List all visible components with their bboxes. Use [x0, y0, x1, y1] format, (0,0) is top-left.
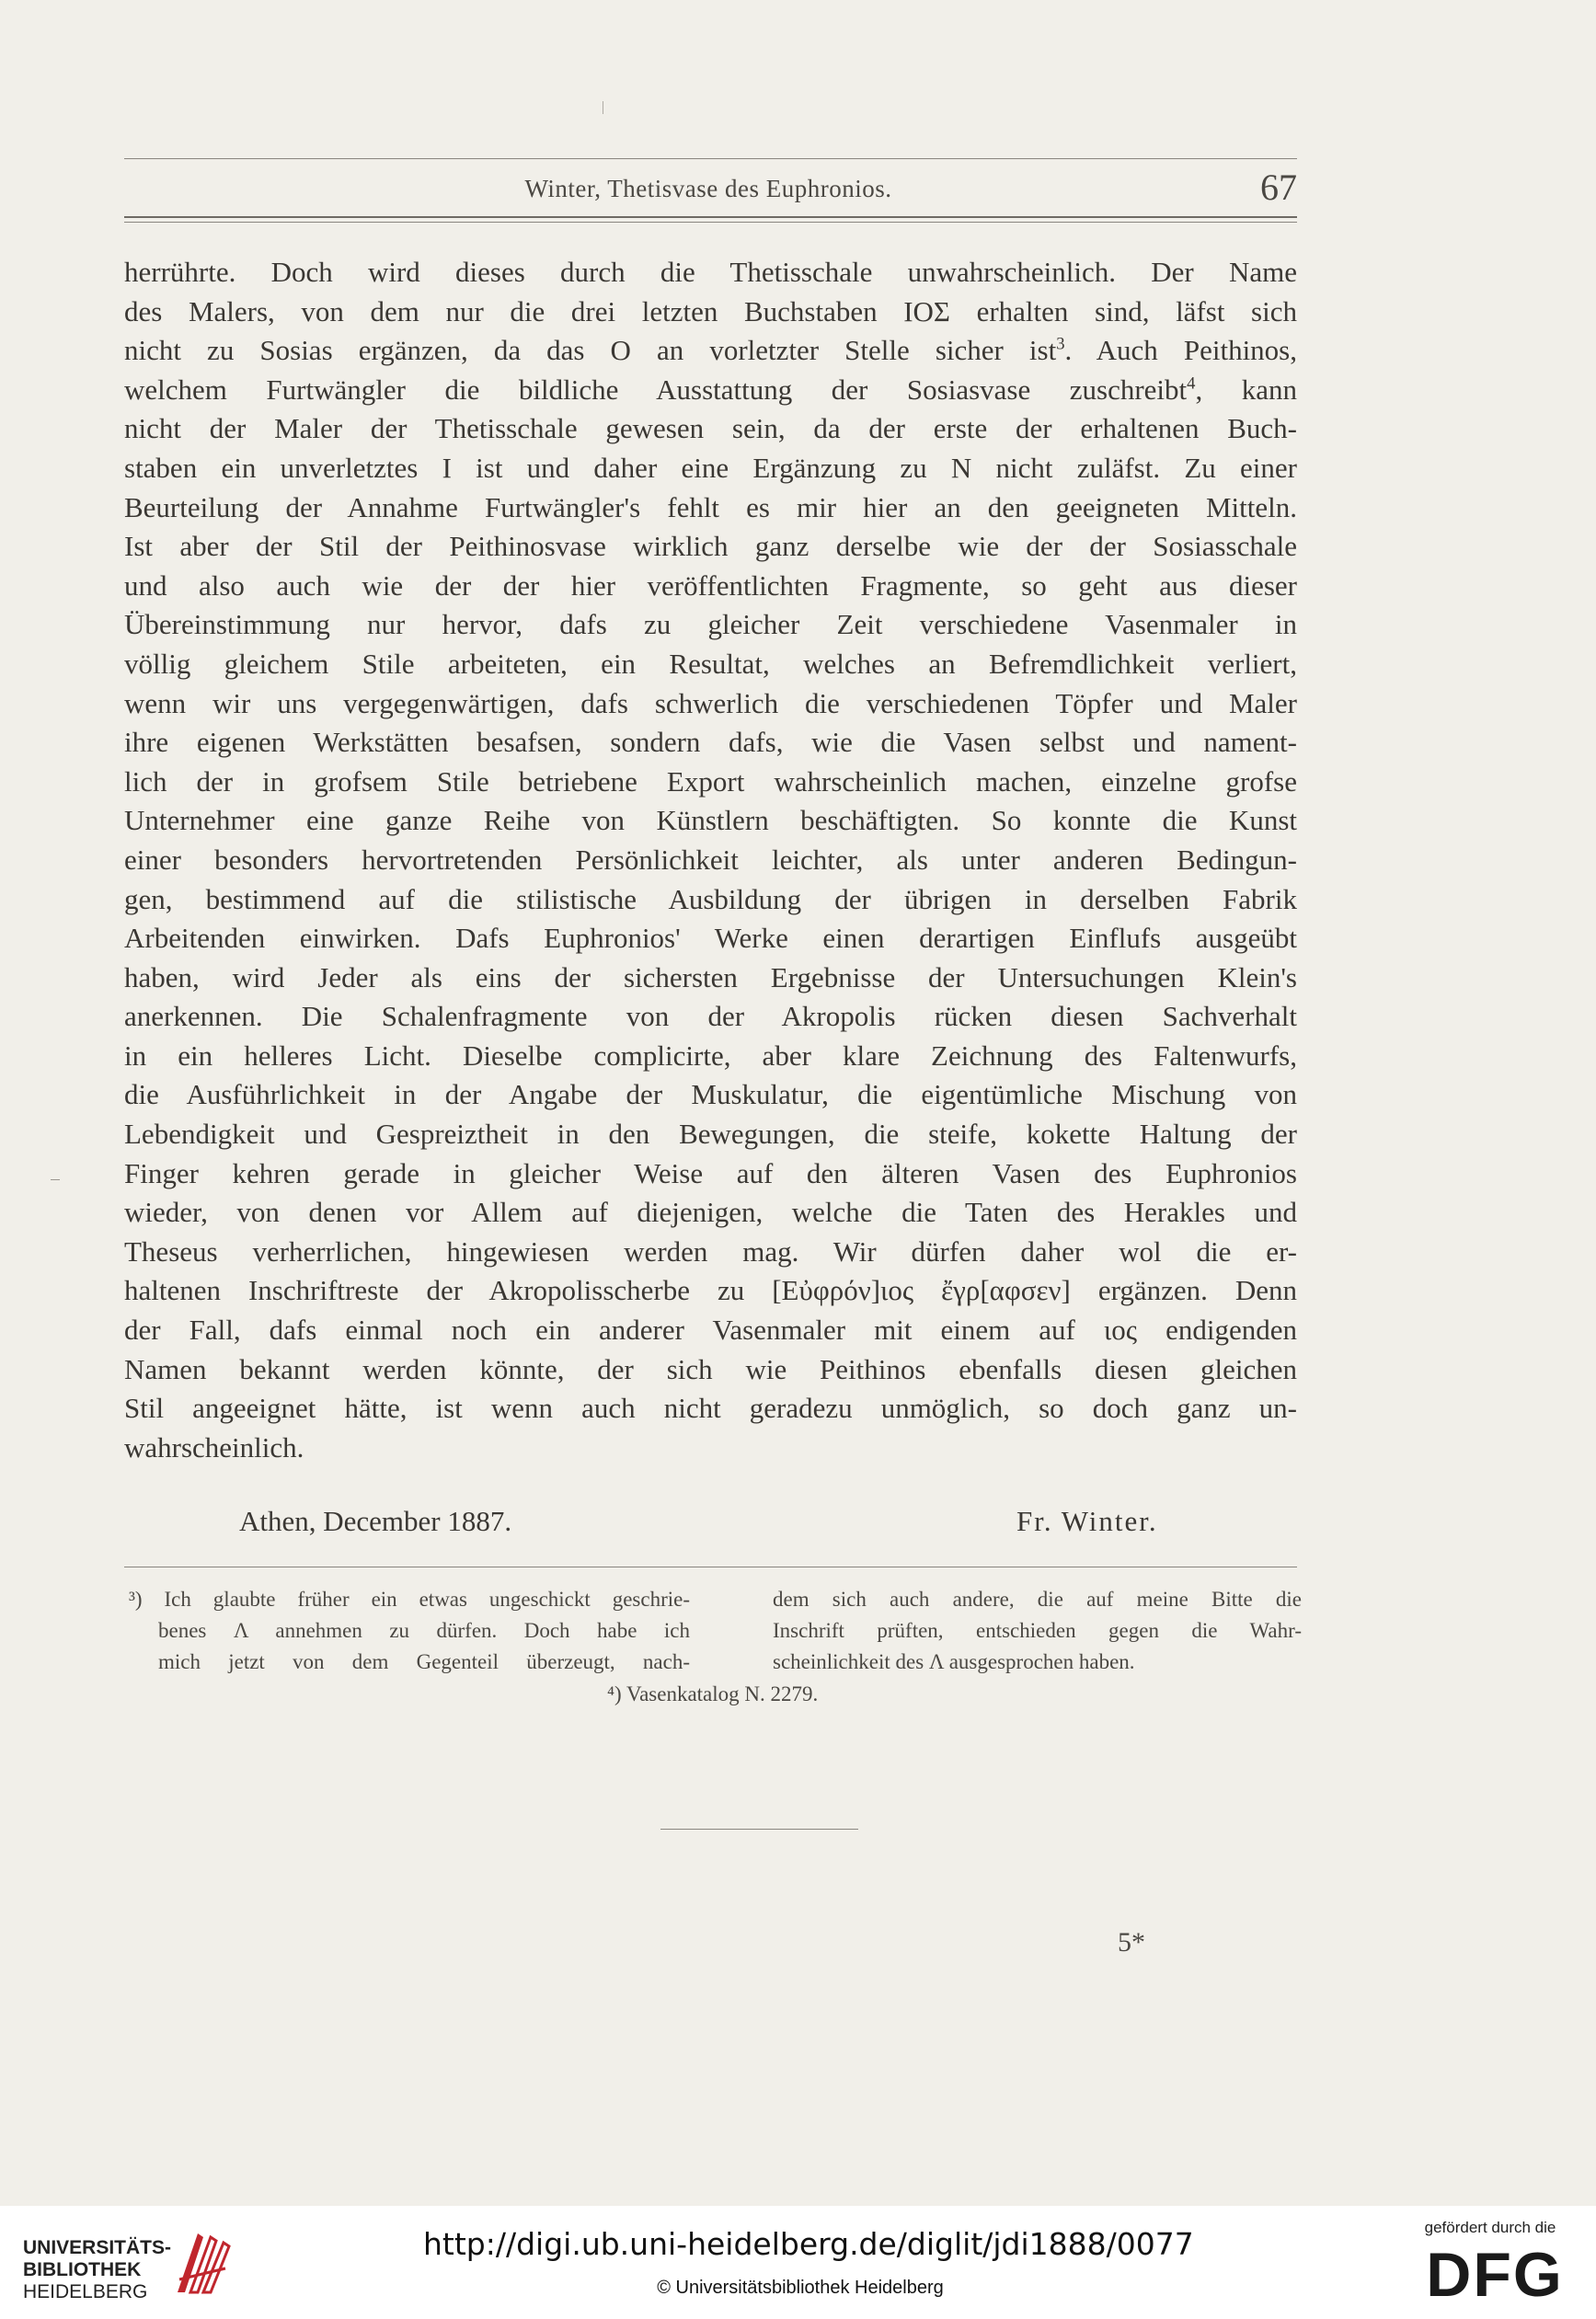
footnote-ref-3[interactable]: 3 — [1056, 334, 1065, 354]
footnote-3-left-column — [129, 1584, 690, 1678]
footnote-line: scheinlichkeit des Λ ausgesprochen haben. — [773, 1650, 1135, 1673]
author-name: Fr. Winter. — [1016, 1505, 1158, 1537]
body-text — [124, 253, 1297, 1467]
footnote-line: ³) Ich glaubte früher ein etwas ungeschickt geschrie- — [129, 1588, 690, 1611]
body-line: Unternehmer eine ganze Reihe von Künstlern beschäftigten. So konnte die Kunst — [124, 804, 1297, 837]
header-bottom-rule — [124, 216, 1297, 218]
footnote-line: Inschrift prüften, entschieden gegen die Wahr- — [773, 1619, 1302, 1642]
library-emblem-icon — [170, 2226, 235, 2300]
body-line: gen, bestimmend auf die stilistische Ausbildung der übrigen in derselben Fabrik — [124, 882, 1297, 915]
body-line-text: nicht zu Sosias ergänzen, da das Ο an vorletzter Stelle sicher ist — [124, 334, 1057, 367]
body-line: staben ein unverletztes Ι ist und daher eine Ergänzung zu Ν nicht zuläfst. Zu einer — [124, 451, 1297, 484]
body-line-tail: . Auch Peithinos, — [1064, 334, 1297, 367]
place-date: Athen, December 1887. — [239, 1505, 512, 1537]
body-line-text: welchem Furtwängler die bildliche Ausstattung der Sosiasvase zuschreibt — [124, 373, 1188, 406]
body-line: herrührte. Doch wird dieses durch die Thetisschale unwahrscheinlich. Der Name — [124, 256, 1297, 288]
header-top-rule — [124, 158, 1297, 159]
library-name-line-1: UNIVERSITÄTS- — [23, 2237, 172, 2258]
body-line: lich der in grofsem Stile betriebene Export wahrscheinlich machen, einzelne grofse — [124, 764, 1297, 798]
body-line: nicht der Maler der Thetisschale gewesen sein, da der erste der erhaltenen Buch- — [124, 412, 1297, 445]
end-rule — [660, 1829, 858, 1830]
library-logo[interactable] — [23, 2226, 235, 2300]
footnote-line: dem sich auch andere, die auf meine Bitte die — [773, 1588, 1302, 1611]
page-number: 67 — [1260, 166, 1297, 208]
dfg-logo-text: DFG — [1426, 2241, 1564, 2307]
footnote-3-right-column — [773, 1584, 1302, 1678]
margin-mark — [51, 1179, 60, 1180]
body-line: die Ausführlichkeit in der Angabe der Muskulatur, die eigentümliche Mischung von — [124, 1078, 1297, 1111]
footnote-line: mich jetzt von dem Gegenteil überzeugt, nach- — [158, 1650, 690, 1673]
body-line: und also auch wie der der hier veröffentlichten Fragmente, so geht aus dieser — [124, 568, 1297, 602]
footnote-ref-4[interactable]: 4 — [1187, 373, 1196, 394]
running-head: Winter, Thetisvase des Euphronios. — [524, 175, 892, 202]
body-line-with-footnote-ref — [124, 371, 1297, 410]
body-line: Stil angeeignet hätte, ist wenn auch nicht geradezu unmöglich, so doch ganz un- — [124, 1392, 1297, 1425]
body-line: Finger kehren gerade in gleicher Weise auf den älteren Vasen des Euphronios — [124, 1156, 1297, 1189]
body-line: Namen bekannt werden könnte, der sich wie Peithinos ebenfalls diesen gleichen — [124, 1352, 1297, 1385]
body-line: wieder, von denen vor Allem auf diejenigen, welche die Taten des Herakles und — [124, 1196, 1297, 1229]
library-name-line-3: HEIDELBERG — [23, 2281, 148, 2302]
body-line: Ist aber der Stil der Peithinosvase wirklich ganz derselbe wie der der Sosiasschale — [124, 530, 1297, 563]
body-line: Arbeitenden einwirken. Dafs Euphronios' Werke einen derartigen Einflufs ausgeübt — [124, 922, 1297, 955]
body-line: wahrscheinlich. — [124, 1430, 304, 1464]
body-line: einer besonders hervortretenden Persönlichkeit leichter, als unter anderen Bedingun- — [124, 843, 1297, 876]
body-line: ihre eigenen Werkstätten besafsen, sondern dafs, wie die Vasen selbst und nament- — [124, 726, 1297, 759]
body-line: des Malers, von dem nur die drei letzten Buchstaben ΙΟΣ erhalten sind, läfst sich — [124, 294, 1297, 327]
signature-mark: 5* — [1118, 1927, 1145, 1957]
viewer-footer — [0, 2206, 1596, 2319]
body-line: haltenen Inschriftreste der Akropolisscherbe zu [Εὐφρόν]ιος ἔγρ[αφσεν] ergänzen. Denn — [124, 1274, 1297, 1307]
dfg-logo[interactable] — [1421, 2241, 1568, 2307]
body-line: Theseus verherrlichen, hingewiesen werden mag. Wir dürfen daher wol die er- — [124, 1234, 1297, 1268]
footnote-line: benes Λ annehmen zu dürfen. Doch habe ich — [158, 1619, 690, 1642]
body-line: Lebendigkeit und Gespreiztheit in den Bewegungen, die steife, kokette Haltung der — [124, 1118, 1297, 1151]
header-bottom-rule-thin — [124, 222, 1297, 223]
copyright-notice: © Universitätsbibliothek Heidelberg — [657, 2278, 944, 2298]
body-line-with-footnote-ref — [124, 331, 1297, 371]
library-name-line-2: BIBLIOTHEK — [23, 2259, 142, 2280]
body-line: haben, wird Jeder als eins der sichersten Ergebnisse der Untersuchungen Klein's — [124, 960, 1297, 993]
body-line: Beurteilung der Annahme Furtwängler's fehlt es mir hier an den geeigneten Mitteln. — [124, 490, 1297, 523]
body-line: anerkennen. Die Schalenfragmente von der Akropolis rücken diesen Sachverhalt — [124, 1000, 1297, 1033]
footnote-4: ⁴) Vasenkatalog N. 2279. — [607, 1682, 819, 1705]
body-line: in ein helleres Licht. Dieselbe complicirte, aber klare Zeichnung des Faltenwurfs, — [124, 1039, 1297, 1072]
body-line: völlig gleichem Stile arbeiteten, ein Resultat, welches an Befremdlichkeit verliert, — [124, 647, 1297, 680]
body-line: wenn wir uns vergegenwärtigen, dafs schwerlich die verschiedenen Töpfer und Maler — [124, 686, 1297, 719]
body-line: der Fall, dafs einmal noch ein anderer Vasenmaler mit einem auf ιος endigenden — [124, 1314, 1297, 1347]
funded-by-label: gefördert durch die — [1424, 2219, 1556, 2236]
body-line-tail: , kann — [1195, 373, 1297, 406]
permalink-url[interactable]: http://digi.ub.uni-heidelberg.de/diglit/jdi1888/0077 — [423, 2226, 1194, 2262]
body-line: Übereinstimmung nur hervor, dafs zu gleicher Zeit verschiedene Vasenmaler in — [124, 608, 1297, 641]
signature-block — [124, 1501, 1297, 1542]
